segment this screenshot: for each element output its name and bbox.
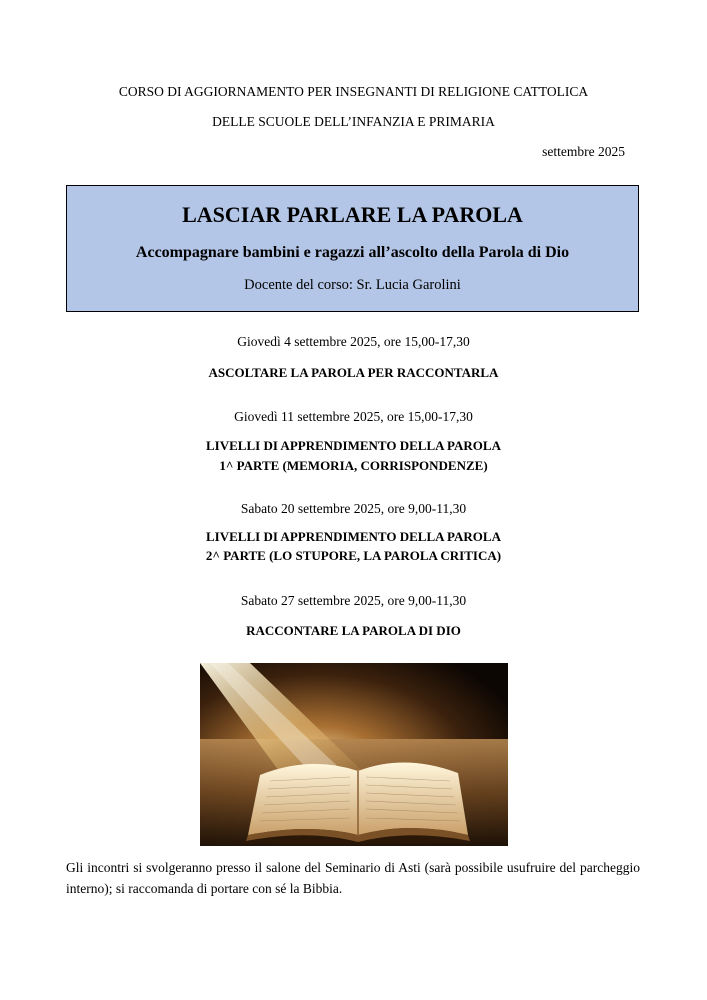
session-4-title: RACCONTARE LA PAROLA DI DIO (246, 623, 461, 638)
course-heading-line1: CORSO DI AGGIORNAMENTO PER INSEGNANTI DI RELIGIONE CATTOLICA (118, 84, 589, 99)
open-bible-light-rays-image (200, 663, 508, 846)
title-box (66, 185, 639, 312)
course-subtitle: Accompagnare bambini e ragazzi all’ascolto della Parola di Dio (135, 244, 570, 261)
session-3-title-line1: LIVELLI DI APPRENDIMENTO DELLA PAROLA (206, 529, 501, 544)
session-3-date: Sabato 20 settembre 2025, ore 9,00-11,30 (240, 501, 467, 516)
course-teacher: Docente del corso: Sr. Lucia Garolini (244, 277, 461, 293)
session-1-title: ASCOLTARE LA PAROLA PER RACCONTARLA (208, 365, 499, 380)
session-4-date: Sabato 27 settembre 2025, ore 9,00-11,30 (240, 593, 467, 608)
session-2-title-line2: 1^ PARTE (MEMORIA, CORRISPONDENZE) (219, 458, 488, 473)
session-2-date: Giovedì 11 settembre 2025, ore 15,00-17,30 (234, 409, 473, 424)
session-3-title-line2: 2^ PARTE (LO STUPORE, LA PAROLA CRITICA) (205, 548, 502, 563)
footer-note: Gli incontri si svolgeranno presso il salone del Seminario di Asti (sarà possibile usufruire del parcheggio interno); si raccomanda di portare con sé la Bibbia. (66, 860, 640, 896)
session-2-title-line1: LIVELLI DI APPRENDIMENTO DELLA PAROLA (206, 438, 501, 453)
document-date: settembre 2025 (542, 144, 625, 159)
open-bible-image (200, 663, 508, 846)
course-heading-line2: DELLE SCUOLE DELL’INFANZIA E PRIMARIA (212, 114, 495, 129)
session-1-date: Giovedì 4 settembre 2025, ore 15,00-17,30 (237, 334, 470, 349)
course-title: LASCIAR PARLARE LA PAROLA (182, 202, 523, 227)
